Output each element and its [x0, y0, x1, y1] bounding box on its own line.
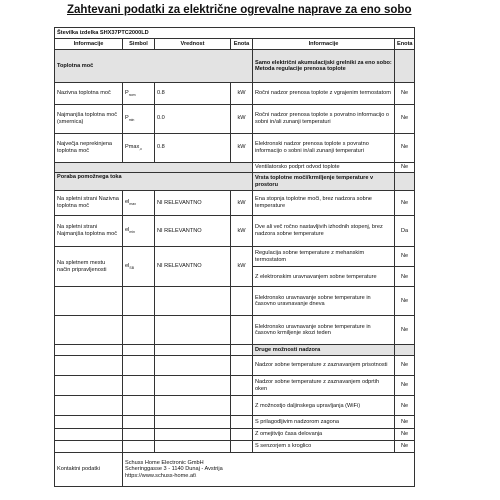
storage-row-value: Ne: [395, 162, 415, 173]
empty-cell: [231, 345, 253, 356]
empty-cell: [123, 287, 155, 316]
other-row-value: Ne: [395, 396, 415, 416]
contact-company: Schuss Home Electronic GmbH: [125, 459, 204, 466]
aux-row-symbol: $el_{max}$: [123, 191, 155, 216]
specs-table: [54, 27, 415, 487]
aux-row-symbol: $el_{min}$: [123, 215, 155, 246]
contact-address: Scheringgasse 3 - 1140 Dunaj - Avstrija: [125, 466, 223, 473]
control-row-value: Ne: [395, 316, 415, 345]
other-row-value: Ne: [395, 416, 415, 428]
other-row-value: Ne: [395, 355, 415, 375]
heat-row-value: 0.8: [155, 83, 231, 104]
empty-cell: [155, 396, 231, 416]
aux-row-value: NI RELEVANTNO: [155, 215, 231, 246]
heat-row-value: 0.8: [155, 133, 231, 162]
other-row-label: Z omejitvijo časa delovanja: [253, 428, 395, 440]
empty-cell: [123, 355, 155, 375]
empty-cell: [155, 345, 231, 356]
aux-row-value: NI RELEVANTNO: [155, 247, 231, 287]
empty-cell: [155, 316, 231, 345]
other-row-label: S prilagodljivim nadzorom zagona: [253, 416, 395, 428]
empty-cell: [55, 287, 123, 316]
control-row-value: Da: [395, 215, 415, 246]
heat-row-label: Nazivna toplotna moč: [55, 83, 123, 104]
empty-cell: [231, 316, 253, 345]
empty-cell: [123, 316, 155, 345]
aux-row-label: Na spletni strani Nazivna toplotna moč: [55, 191, 123, 216]
storage-row-label: Ročni nadzor prenosa toplote s povratno informacijo o sobni in/ali zunanji temperaturi: [253, 104, 395, 133]
empty-cell: [155, 416, 231, 428]
empty-cell: [123, 376, 155, 396]
control-section-title: Vrsta toplotne moči/krmiljenje temperature v prostoru: [253, 173, 395, 191]
storage-row-label: Ventilatorsko podprt odvod toplote: [253, 162, 395, 173]
heat-row-symbol: $P_{nom}$: [123, 83, 155, 104]
other-row-value: Ne: [395, 376, 415, 396]
heat-row-unit: kW: [231, 133, 253, 162]
control-row-label: Dve ali več ročno nastavljivih izhodnih stopenj, brez nadzora sobne temperature: [253, 215, 395, 246]
empty-cell: [231, 355, 253, 375]
model-number: Številka izdelka SHX37PTC2000LD: [55, 28, 415, 39]
empty-cell: [123, 428, 155, 440]
empty-cell: [55, 376, 123, 396]
empty-cell: [55, 428, 123, 440]
empty-cell: [55, 316, 123, 345]
control-row-label: Regulacija sobne temperature z mehanskim termostatom: [253, 247, 395, 267]
header-info-right: Informacije: [253, 39, 395, 50]
control-section-unit: [395, 173, 415, 191]
empty-cell: [123, 345, 155, 356]
control-row-value: Ne: [395, 247, 415, 267]
aux-section-title: Poraba pomožnega toka: [55, 173, 253, 191]
header-unit-right: Enota: [395, 39, 415, 50]
contact-label: Kontaktni podatki: [55, 453, 123, 487]
control-row-value: Ne: [395, 267, 415, 287]
empty-cell: [231, 396, 253, 416]
control-row-label: Elektronsko uravnavanje sobne temperature in časovno krmiljenje skozi teden: [253, 316, 395, 345]
heat-row-value: 0.0: [155, 104, 231, 133]
empty-cell: [155, 428, 231, 440]
other-row-label: Z možnostjo daljinskega upravljanja (WiFi): [253, 396, 395, 416]
aux-row-symbol: $el_{SB}$: [123, 247, 155, 287]
aux-row-unit: kW: [231, 215, 253, 246]
other-row-value: Ne: [395, 440, 415, 452]
control-row-label: Z elektronskim uravnavanjem sobne temperature: [253, 267, 395, 287]
empty-cell: [231, 440, 253, 452]
empty-cell: [231, 287, 253, 316]
empty-cell: [55, 416, 123, 428]
control-row-value: Ne: [395, 287, 415, 316]
heat-row-unit: kW: [231, 83, 253, 104]
control-row-label: Elektronsko uravnavanje sobne temperature in časovno uravnavanje dneva: [253, 287, 395, 316]
empty-cell: [55, 355, 123, 375]
aux-row-value: NI RELEVANTNO: [155, 191, 231, 216]
other-section-unit: [395, 345, 415, 356]
empty-cell: [155, 355, 231, 375]
header-unit: Enota: [231, 39, 253, 50]
header-value: Vrednost: [155, 39, 231, 50]
other-section-title: Druge možnosti nadzora: [253, 345, 395, 356]
contact-website[interactable]: https://www.schuss-home.at\: [125, 472, 197, 479]
other-row-label: Nadzor sobne temperature z zaznavanjem odprtih oken: [253, 376, 395, 396]
heat-row-unit: kW: [231, 104, 253, 133]
empty-cell: [123, 416, 155, 428]
empty-cell: [155, 440, 231, 452]
storage-row-label: Elektronski nadzor prenosa toplote s povratno informacijo o sobni in/ali zunanji temperaturi: [253, 133, 395, 162]
empty-cell: [231, 416, 253, 428]
empty-cell: [231, 428, 253, 440]
empty-cell: [55, 345, 123, 356]
header-symbol: Simbol: [123, 39, 155, 50]
empty-cell: [55, 396, 123, 416]
contact-details: [123, 453, 415, 487]
empty-cell: [123, 440, 155, 452]
empty-cell: [55, 162, 253, 173]
empty-cell: [123, 396, 155, 416]
aux-row-unit: kW: [231, 247, 253, 287]
document-title: Zahtevani podatki za električne ogrevalne naprave za eno sobo: [67, 4, 412, 16]
other-row-value: Ne: [395, 428, 415, 440]
empty-cell: [231, 376, 253, 396]
header-info: Informacije: [55, 39, 123, 50]
heat-output-section-title: Toplotna moč: [55, 49, 253, 83]
control-row-value: Ne: [395, 191, 415, 216]
aux-row-label: Na spletni strani Najmanjša toplotna moč: [55, 215, 123, 246]
aux-row-unit: kW: [231, 191, 253, 216]
control-row-label: Ena stopnja toplotne moči, brez nadzora sobne temperature: [253, 191, 395, 216]
aux-row-label: Na spletnem mestu način pripravljenosti: [55, 247, 123, 287]
storage-row-label: Ročni nadzor prenosa toplote z vgrajenim termostatom: [253, 83, 395, 104]
empty-cell: [55, 440, 123, 452]
empty-cell: [155, 287, 231, 316]
storage-row-value: Ne: [395, 133, 415, 162]
other-row-label: Nadzor sobne temperature z zaznavanjem prisotnosti: [253, 355, 395, 375]
heat-row-symbol: Pmax$_{,c}$: [123, 133, 155, 162]
storage-row-value: Ne: [395, 83, 415, 104]
storage-row-value: Ne: [395, 104, 415, 133]
other-row-label: S senzorjem s kroglico: [253, 440, 395, 452]
heat-row-label: Najmanjša toplotna moč (smernica): [55, 104, 123, 133]
empty-cell: [155, 376, 231, 396]
storage-section-title: Samo električni akumulacijski grelniki za eno sobo: Metoda regulacije prenosa toplote: [253, 49, 395, 83]
storage-section-unit: [395, 49, 415, 83]
heat-row-label: Največja neprekinjena toplotna moč: [55, 133, 123, 162]
heat-row-symbol: $P_{min}$: [123, 104, 155, 133]
